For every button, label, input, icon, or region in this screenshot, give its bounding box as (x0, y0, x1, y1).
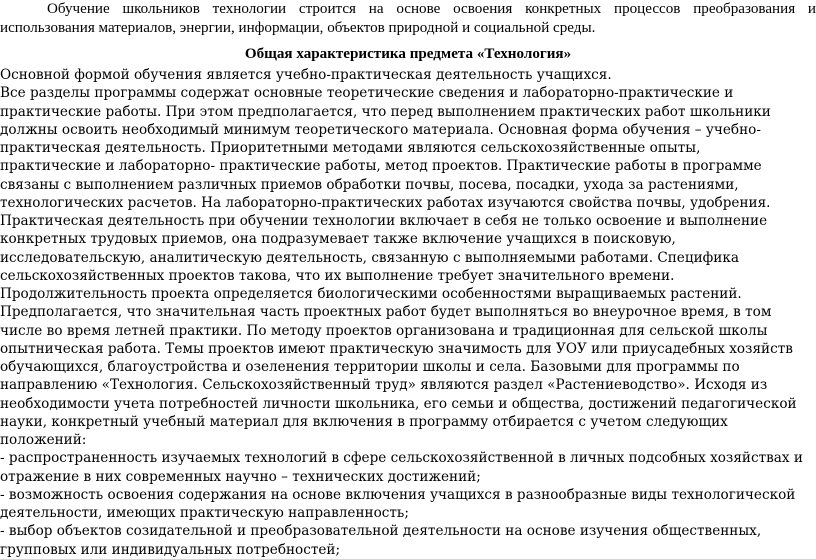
body-paragraph-2: Все разделы программы содержат основные теоретические сведения и лабораторно-практические и практические работы. При этом предполагается, что перед выполнением практических работ школьники должны освоить необходимый минимум теоретического материала. Основная форма обучения – учебно-практическая деятельность. Приоритетными методами являются сельскохозяйственные опыты, практические и лабораторно- практические работы, метод проектов. Практические работы в программе связаны с выполнением различных приемов обработки почвы, посева, посадки, ухода за растениями, технологических расчетов. На лабораторно-практических работах изучаются свойства почвы, удобрения. Практическая деятельность при обучении технологии включает в себя не только освоение и выполнение конкретных трудовых приемов, она подразумевает также включение учащихся в поисковую, исследовательскую, аналитическую деятельность, связанную с выполняемыми работами. Специфика сельскохозяйственных проектов такова, что их выполнение требует значительного времени. Продолжительность проекта определяется биологическими особенностями выращиваемых растений. Предполагается, что значительная часть проектных работ будет выполняться во внеурочное время, в том числе во время летней практики. По методу проектов организована и традиционная для сельской школы опытническая работа. Темы проектов имеют практическую значимость для УОУ или приусадебных хозяйств обучающихся, благоустройства и озеленения территории школы и села. Базовыми для программы по направлению «Технология. Сельскохозяйственный труд» являются раздел «Растениеводство». Исходя из необходимости учета потребностей личности школьника, его семьи и общества, достижений педагогической науки, конкретный учебный материал для включения в программу отбирается с учетом следующих положений: (0, 85, 797, 448)
intro-paragraph: Обучение школьников технологии строится на основе освоения конкретных процессов преобразования и использования материалов, энергии, информации, объектов природной и социальной среды. (0, 1, 816, 36)
bullet-item-3: - выбор объектов созидательной и преобразовательной деятельности на основе изучения общественных, групповых или индивидуальных потребностей; (0, 523, 762, 558)
body-paragraph-1: Основной формой обучения является учебно-практическая деятельность учащихся. (0, 67, 612, 83)
bullet-item-2: - возможность освоения содержания на основе включения учащихся в разнообразные виды технологической деятельности, имеющих практическую направленность; (0, 486, 796, 521)
section-heading: Общая характеристика предмета «Технология» (244, 46, 572, 62)
bullet-item-1: - распространенность изучаемых технологий в сфере сельскохозяйственной в личных подсобных хозяйствах и отражение в них современных научно – технических достижений; (0, 450, 803, 485)
section-body (0, 66, 804, 559)
